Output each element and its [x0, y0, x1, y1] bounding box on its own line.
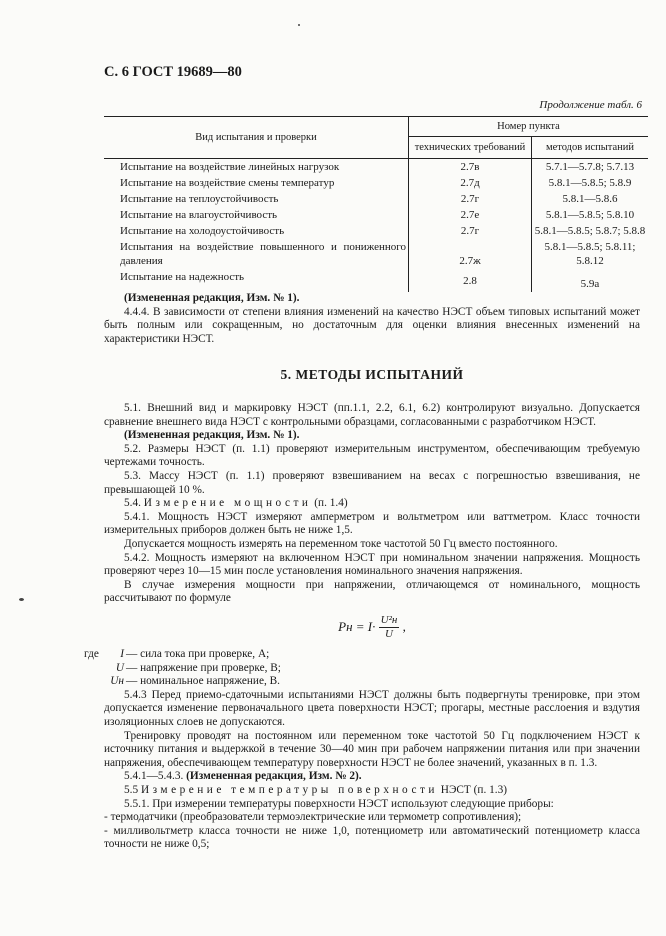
table-col2-header: технических требований [409, 137, 532, 159]
paragraph-5-4-heading: 5.4. Измерение мощности (п. 1.4) [124, 497, 348, 510]
test-table [104, 116, 648, 292]
table-row: Испытание на влагоустойчивость 2.7е 5.8.1—5.8.5; 5.8.10 [104, 207, 648, 223]
amendment-note-1: (Измененная редакция, Изм. № 1). [124, 292, 300, 304]
table-row: Испытание на воздействие смены температур 2.7д 5.8.1—5.8.5; 5.8.9 [104, 175, 648, 191]
formula-definitions: где I — сила тока при проверке, А; U — напряжение при проверке, В; Uн — номинальное напряжение, В. [84, 648, 281, 688]
table-row: Испытание на теплоустойчивость 2.7г 5.8.1—5.8.6 [104, 191, 648, 207]
main-text [84, 292, 640, 852]
table-col3-header: методов испытаний [532, 137, 649, 159]
table-row: Испытания на воздействие повышенного и пониженного давления 2.7ж 5.8.1—5.8.5; 5.8.11; 5.8.12 [104, 239, 648, 269]
page-header: С. 6 ГОСТ 19689—80 [104, 64, 242, 80]
table-continuation-label: Продолжение табл. 6 [539, 99, 642, 111]
paragraph-4-4-4: 4.4.4. В зависимости от степени влияния изменений на качество НЭСТ объем типовых испытаний может быть полным или сокращенным, но достаточным для оценки влияния внесенных изменений на характеристики НЭСТ. [104, 305, 640, 345]
paragraph-5-4-1: 5.4.1. Мощность НЭСТ измеряют амперметром и вольтметром или ваттметром. Класс точности измерительных приборов должен быть не ниже 1,5. [104, 510, 640, 537]
paragraph-5-5-heading: 5.5 Измерение температуры поверхности НЭСТ (п. 1.3) [124, 784, 507, 796]
scan-speck [19, 598, 24, 601]
table-col1-header: Вид испытания и проверки [195, 132, 317, 143]
section-title: 5. МЕТОДЫ ИСПЫТАНИЙ [280, 367, 464, 383]
paragraph-5-2: 5.2. Размеры НЭСТ (п. 1.1) проверяют измерительным инструментом, обеспечивающим требуемую чертежами точность. [104, 442, 640, 469]
paragraph-5-4-1b: Допускается мощность измерять на переменном токе частотой 50 Гц вместо постоянного. [124, 537, 558, 550]
table-row: Испытание на надежность 2.8 5.9а [104, 269, 648, 292]
paragraph-5-4-3: 5.4.3 Перед приемо-сдаточными испытаниями НЭСТ должны быть подвергнуты тренировке, при этом допускается изменение первоначального цвета поверхности НЭСТ; прогары, местные расслоения и вздутия изоляционных слоев не допускаются. [104, 688, 640, 729]
paragraph-5-5-1: 5.5.1. При измерении температуры поверхности НЭСТ используют следующие приборы: [124, 797, 554, 810]
paragraph-5-3: 5.3. Массу НЭСТ (п. 1.1) проверяют взвешиванием на весах с погрешностью взвешивания, не превышающей 10 %. [104, 469, 640, 496]
power-formula: Pн = I· $\frac{\text{U²н}}{U}$ , [338, 613, 406, 641]
paragraph-5-4-2: 5.4.2. Мощность измеряют на включенном НЭСТ при номинальном значении напряжения. Мощность проверяют через 10—15 мин после установления номинального значения напряжения. [104, 551, 640, 578]
amendment-note-3: 5.4.1—5.4.3. (Измененная редакция, Изм. № 2). [124, 770, 362, 783]
paragraph-5-1: 5.1. Внешний вид и маркировку НЭСТ (пп.1.1, 2.2, 6.1, 6.2) контролируют визуально. Допускается сравнение внешнего вида НЭСТ с контрольными образцами, согласованными с разработчиком НЭСТ. [104, 401, 640, 428]
paragraph-5-4-3b: Тренировку проводят на постоянном или переменном токе частотой 50 Гц подключением НЭСТ к источнику питания и выдержкой в течение 30—40 мин при рабочем напряжении питания или при значении напряжения, обеспечивающем температуру поверхности НЭСТ не более значений, указанных в п. 1.3. [104, 729, 640, 769]
table-row: Испытание на холодоустойчивость 2.7г 5.8.1—5.8.5; 5.8.7; 5.8.8 [104, 223, 648, 239]
paragraph-5-4-2b: В случае измерения мощности при напряжении, отличающемся от номинального, мощность рассчитывают по формуле [104, 578, 640, 605]
table-row: Испытание на воздействие линейных нагрузок 2.7в 5.7.1—5.7.8; 5.7.13 [104, 159, 648, 176]
bullet-millivoltmeter: - милливольтметр класса точности не ниже 1,0, потенциометр или автоматический потенциометр класса точности не ниже 0,5; [104, 824, 640, 851]
bullet-thermosensors: - термодатчики (преобразователи термоэлектрические или термометр сопротивления); [104, 811, 522, 824]
scan-speck [298, 24, 300, 26]
amendment-note-2: (Измененная редакция, Изм. № 1). [124, 429, 300, 442]
table-group-header: Номер пункта [409, 117, 649, 137]
